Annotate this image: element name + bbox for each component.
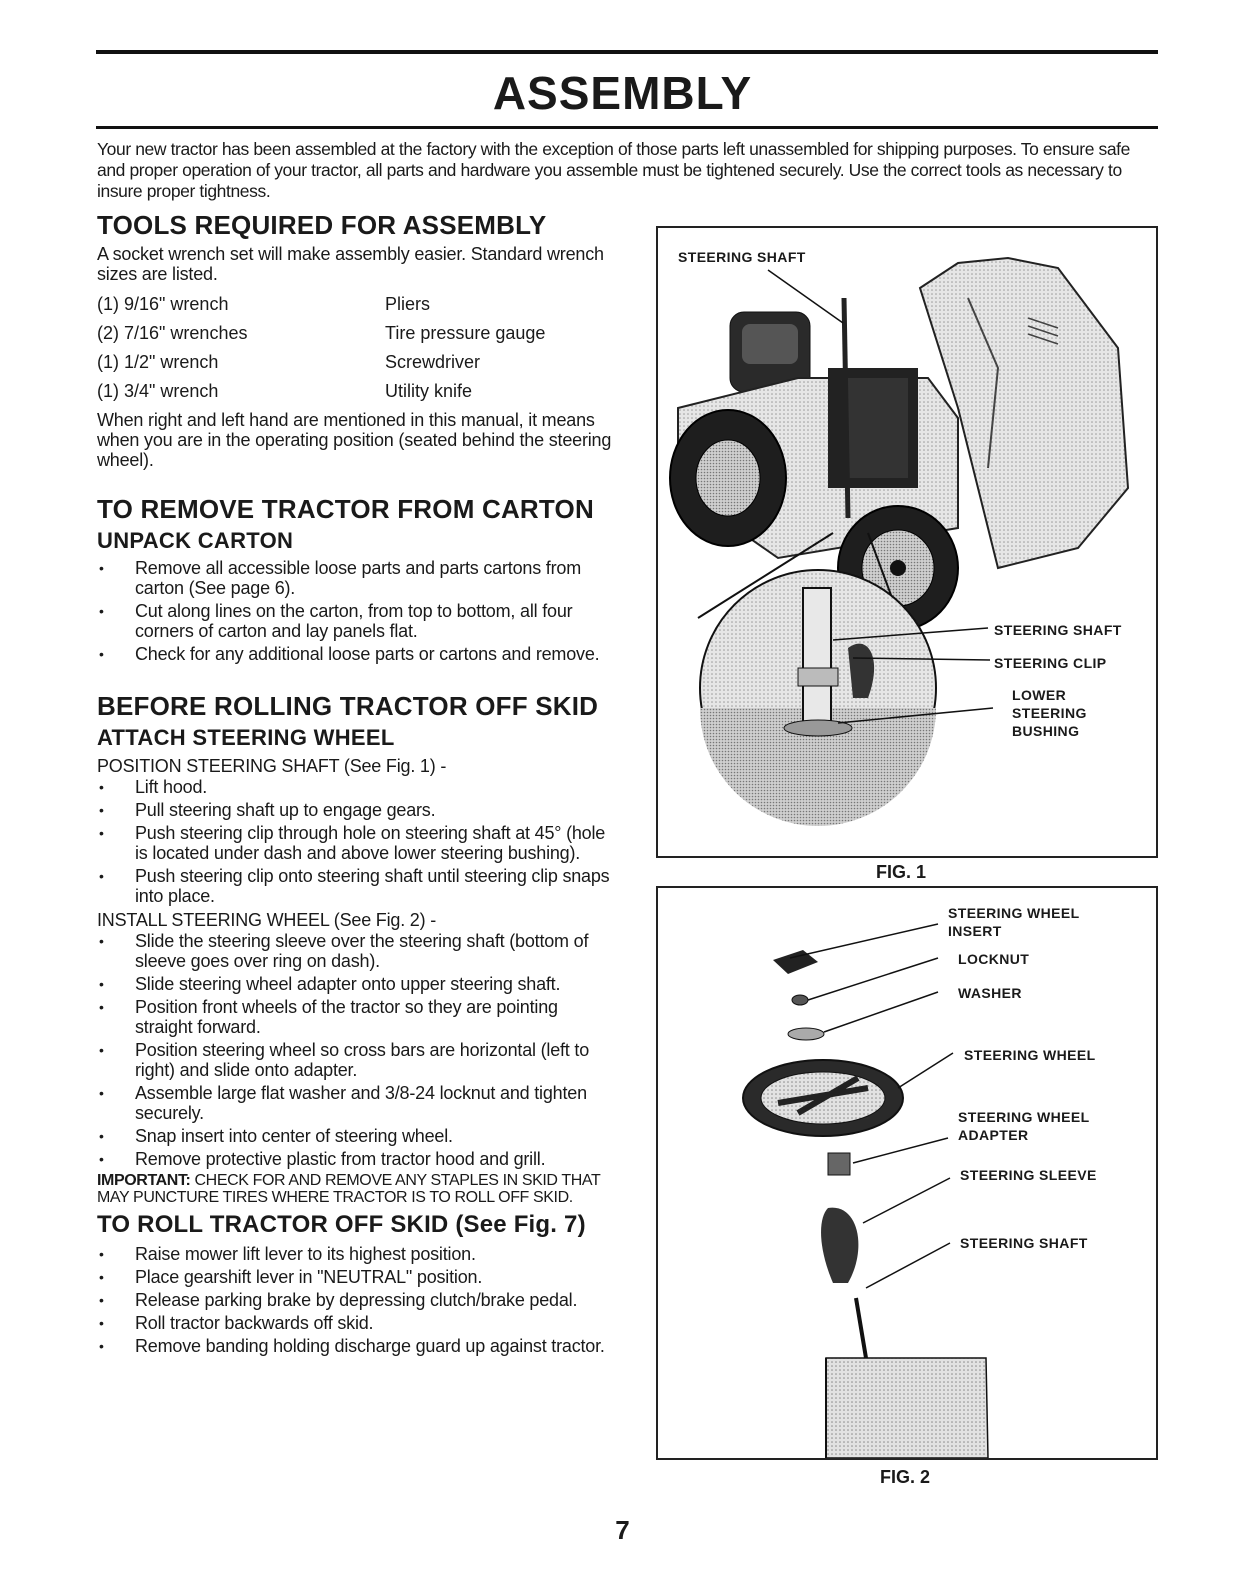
label-lower-bushing bbox=[1012, 686, 1087, 740]
list-item: • Raise mower lift lever to its highest position. bbox=[97, 1244, 617, 1264]
list-item: • Snap insert into center of steering wheel. bbox=[97, 1126, 617, 1146]
label-steering-wheel: STEERING WHEEL bbox=[964, 1047, 1096, 1063]
important-note bbox=[97, 1172, 617, 1206]
tools-list bbox=[97, 290, 617, 406]
page-title: ASSEMBLY bbox=[492, 67, 753, 119]
label-lower-bushing-line1: LOWER bbox=[1012, 687, 1067, 703]
tool-item: Tire pressure gauge bbox=[385, 323, 546, 343]
attach-subheading: ATTACH STEERING WHEEL bbox=[97, 725, 395, 750]
list-item: • Remove protective plastic from tractor hood and grill. bbox=[97, 1149, 617, 1169]
label-wheel-adapter-line2: ADAPTER bbox=[958, 1127, 1029, 1143]
list-item: • Push steering clip onto steering shaft until steering clip snaps into place. bbox=[97, 866, 617, 906]
intro-paragraph: Your new tractor has been assembled at the factory with the exception of those parts left unassembled for shipping purposes. To ensure safe and proper operation of your tractor, all parts and hardware you assemble must be tightened securely. Use the correct tools as necessary to insure proper tightness. bbox=[97, 139, 1130, 201]
tools-lead: A socket wrench set will make assembly easier. Standard wrench sizes are listed. bbox=[97, 244, 604, 284]
tools-heading: TOOLS REQUIRED FOR ASSEMBLY bbox=[97, 210, 547, 240]
remove-heading: TO REMOVE TRACTOR FROM CARTON bbox=[97, 494, 594, 524]
list-item: • Remove banding holding discharge guard up against tractor. bbox=[97, 1336, 617, 1356]
tools-section bbox=[97, 210, 617, 470]
list-item: • Roll tractor backwards off skid. bbox=[97, 1313, 617, 1333]
label-steering-shaft: STEERING SHAFT bbox=[994, 622, 1122, 638]
tool-item: Pliers bbox=[385, 294, 431, 314]
label-wheel-adapter bbox=[958, 1108, 1090, 1144]
left-column bbox=[97, 210, 617, 1359]
list-item: • Cut along lines on the carton, from top to bottom, all four corners of carton and lay panels flat. bbox=[97, 601, 617, 641]
list-item: • Check for any additional loose parts or cartons and remove. bbox=[97, 644, 617, 664]
unpack-list bbox=[97, 558, 617, 664]
important-label: IMPORTANT: bbox=[97, 1172, 191, 1189]
roll-list bbox=[97, 1244, 617, 1356]
list-item: • Pull steering shaft up to engage gears. bbox=[97, 800, 617, 820]
roll-heading: TO ROLL TRACTOR OFF SKID (See Fig. 7) bbox=[97, 1211, 586, 1238]
list-item: • Slide steering wheel adapter onto upper steering shaft. bbox=[97, 974, 617, 994]
list-item: • Position front wheels of the tractor so they are pointing straight forward. bbox=[97, 997, 617, 1037]
unpack-subheading: UNPACK CARTON bbox=[97, 528, 294, 553]
remove-section bbox=[97, 494, 617, 664]
title-rule bbox=[96, 126, 1158, 129]
tool-item: (1) 3/4" wrench bbox=[97, 381, 219, 401]
top-rule bbox=[96, 50, 1158, 54]
figure-1-caption: FIG. 1 bbox=[876, 862, 927, 882]
label-steering-sleeve: STEERING SLEEVE bbox=[960, 1167, 1097, 1183]
tractor-illustration bbox=[658, 228, 1156, 856]
install-list bbox=[97, 931, 617, 1169]
label-wheel-adapter-line1: STEERING WHEEL bbox=[958, 1109, 1090, 1125]
list-item: • Remove all accessible loose parts and parts cartons from carton (See page 6). bbox=[97, 558, 617, 598]
before-heading: BEFORE ROLLING TRACTOR OFF SKID bbox=[97, 691, 599, 721]
figure-2-caption: FIG. 2 bbox=[880, 1467, 931, 1487]
install-lead: INSTALL STEERING WHEEL (See Fig. 2) - bbox=[97, 910, 437, 930]
list-item: • Position steering wheel so cross bars are horizontal (left to right) and slide onto adapter. bbox=[97, 1040, 617, 1080]
label-steering-clip: STEERING CLIP bbox=[994, 655, 1107, 671]
label-lower-bushing-line2: STEERING bbox=[1012, 705, 1087, 721]
position-lead: POSITION STEERING SHAFT (See Fig. 1) - bbox=[97, 756, 447, 776]
tool-item: (2) 7/16" wrenches bbox=[97, 323, 248, 343]
roll-section bbox=[97, 1210, 617, 1356]
position-list bbox=[97, 777, 617, 906]
list-item: • Release parking brake by depressing clutch/brake pedal. bbox=[97, 1290, 617, 1310]
label-wheel-insert-line2: INSERT bbox=[948, 923, 1002, 939]
tool-item: Screwdriver bbox=[385, 352, 481, 372]
list-item: • Lift hood. bbox=[97, 777, 617, 797]
list-item: • Place gearshift lever in "NEUTRAL" position. bbox=[97, 1267, 617, 1287]
label-locknut: LOCKNUT bbox=[958, 951, 1030, 967]
page-number: 7 bbox=[615, 1515, 630, 1545]
list-item: • Slide the steering sleeve over the steering shaft (bottom of sleeve goes over ring on dash). bbox=[97, 931, 617, 971]
tool-item: Utility knife bbox=[385, 381, 473, 401]
figure-1 bbox=[656, 226, 1158, 858]
list-item: • Assemble large flat washer and 3/8-24 locknut and tighten securely. bbox=[97, 1083, 617, 1123]
figure-2 bbox=[656, 886, 1158, 1460]
label-washer: WASHER bbox=[958, 985, 1022, 1001]
label-lower-bushing-line3: BUSHING bbox=[1012, 723, 1080, 739]
label-steering-shaft-top: STEERING SHAFT bbox=[678, 249, 806, 265]
tools-note: When right and left hand are mentioned in this manual, it means when you are in the operating position (seated behind the steering wheel). bbox=[97, 410, 612, 470]
tool-item: (1) 1/2" wrench bbox=[97, 352, 219, 372]
important-text: CHECK FOR AND REMOVE ANY STAPLES IN SKID THAT MAY PUNCTURE TIRES WHERE TRACTOR IS TO ROLL OFF SKID. bbox=[97, 1172, 601, 1206]
list-item: • Push steering clip through hole on steering shaft at 45° (hole is located under dash and above lower steering bushing). bbox=[97, 823, 617, 863]
tool-item: (1) 9/16" wrench bbox=[97, 294, 229, 314]
label-wheel-insert bbox=[948, 904, 1080, 940]
before-section bbox=[97, 691, 617, 1206]
label-wheel-insert-line1: STEERING WHEEL bbox=[948, 905, 1080, 921]
label-steering-shaft-fig2: STEERING SHAFT bbox=[960, 1235, 1088, 1251]
